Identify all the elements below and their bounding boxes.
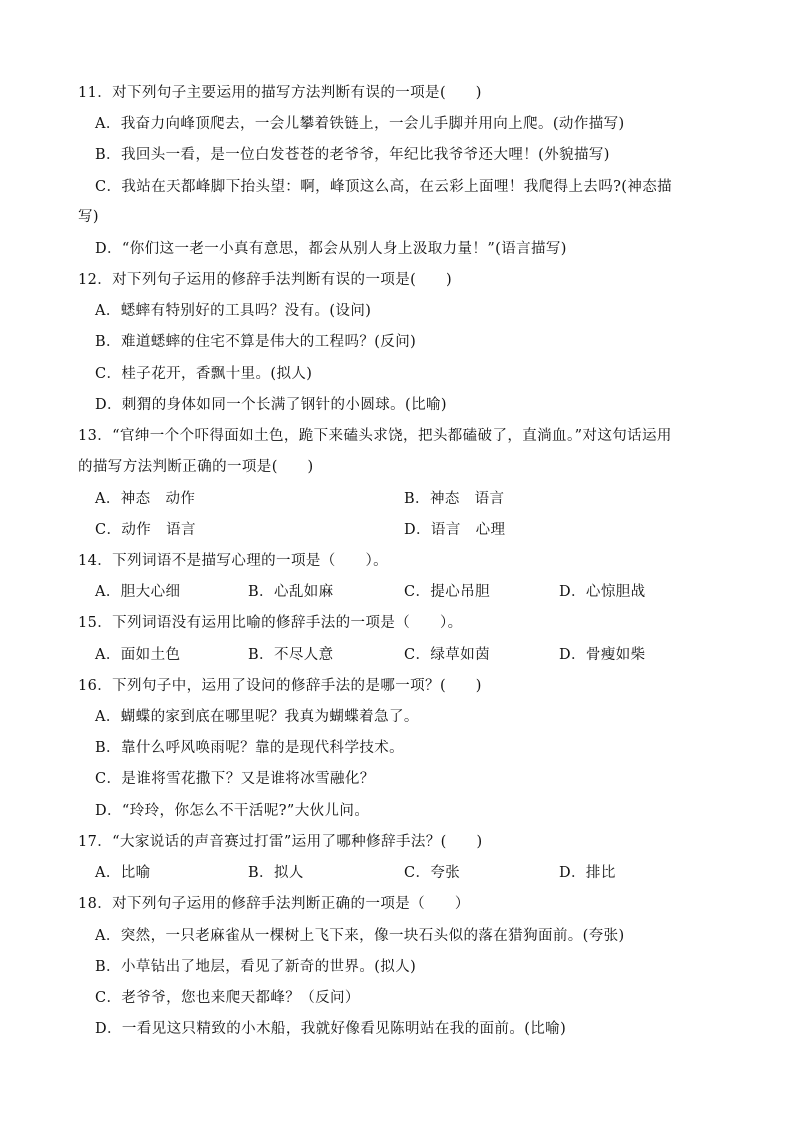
q14-stem: 14．下列词语不是描写心理的一项是（ ）。 xyxy=(78,553,388,569)
q18-option-c: C．老爷爷，您也来爬天都峰？（反问） xyxy=(95,990,360,1006)
q17-option-c: C．夸张 xyxy=(404,865,461,881)
q18-option-d: D．一看见这只精致的小木船，我就好像看见陈明站在我的面前。(比喻) xyxy=(95,1021,567,1037)
q14-option-a: A．胆大心细 xyxy=(95,584,181,600)
q18-option-a: A．突然，一只老麻雀从一棵树上飞下来，像一块石头似的落在猎狗面前。(夸张) xyxy=(95,928,625,944)
q18-stem: 18．对下列句子运用的修辞手法判断正确的一项是（ ） xyxy=(78,896,470,912)
q17-option-a: A．比喻 xyxy=(95,865,151,881)
q15-stem: 15．下列词语没有运用比喻的修辞手法的一项是（ ）。 xyxy=(78,615,463,631)
q13-stem: 13．“官绅一个个吓得面如土色，跪下来磕头求饶，把头都磕破了，直淌血。”对这句话运用 xyxy=(78,428,672,444)
q15-option-b: B．不尽人意 xyxy=(248,647,334,663)
q17-option-b: B．拟人 xyxy=(248,865,304,881)
q11-option-d: D．“你们这一老一小真有意思，都会从别人身上汲取力量！”(语言描写) xyxy=(95,241,567,257)
q15-option-c: C．绿草如茵 xyxy=(404,647,490,663)
q11-option-c-wrap: 写) xyxy=(78,209,99,225)
q17-option-d: D．排比 xyxy=(559,865,616,881)
q13-option-c: C．动作 语言 xyxy=(95,522,196,538)
q13-stem-wrap: 的描写方法判断正确的一项是( ) xyxy=(78,459,314,475)
q12-option-d: D．刺猬的身体如同一个长满了钢针的小圆球。(比喻) xyxy=(95,397,447,413)
q11-option-b: B．我回头一看，是一位白发苍苍的老爷爷，年纪比我爷爷还大哩！(外貌描写) xyxy=(95,147,610,163)
q13-option-b: B．神态 语言 xyxy=(404,491,505,507)
q14-option-c: C．提心吊胆 xyxy=(404,584,490,600)
q13-option-d: D．语言 心理 xyxy=(404,522,506,538)
q12-option-a: A．蟋蟀有特别好的工具吗？没有。(设问) xyxy=(95,303,372,319)
q14-option-d: D．心惊胆战 xyxy=(559,584,646,600)
q11-option-c: C．我站在天都峰脚下抬头望：啊，峰顶这么高，在云彩上面哩！我爬得上去吗?(神态描 xyxy=(95,179,673,195)
q16-option-d: D．“玲玲，你怎么不干活呢?”大伙儿问。 xyxy=(95,803,370,819)
q12-option-b: B．难道蟋蟀的住宅不算是伟大的工程吗？(反问) xyxy=(95,334,417,350)
q18-option-b: B．小草钻出了地层，看见了新奇的世界。(拟人) xyxy=(95,959,417,975)
q14-option-b: B．心乱如麻 xyxy=(248,584,334,600)
q16-option-b: B．靠什么呼风唤雨呢？靠的是现代科学技术。 xyxy=(95,740,405,756)
q12-option-c: C．桂子花开，香飘十里。(拟人) xyxy=(95,366,313,382)
q16-option-a: A．蝴蝶的家到底在哪里呢？我真为蝴蝶着急了。 xyxy=(95,709,419,725)
q12-stem: 12．对下列句子运用的修辞手法判断有误的一项是( ) xyxy=(78,272,453,288)
q13-option-a: A．神态 动作 xyxy=(95,491,196,507)
q16-stem: 16．下列句子中，运用了设问的修辞手法的是哪一项？( ) xyxy=(78,678,482,694)
q17-stem: 17．“大家说话的声音赛过打雷”运用了哪种修辞手法？( ) xyxy=(78,834,483,850)
q11-option-a: A．我奋力向峰顶爬去，一会儿攀着铁链上，一会儿手脚并用向上爬。(动作描写) xyxy=(95,116,625,132)
q16-option-c: C．是谁将雪花撒下？又是谁将冰雪融化？ xyxy=(95,771,375,787)
q15-option-a: A．面如土色 xyxy=(95,647,181,663)
q15-option-d: D．骨瘦如柴 xyxy=(559,647,646,663)
q11-stem: 11．对下列句子主要运用的描写方法判断有误的一项是( ) xyxy=(78,85,482,101)
